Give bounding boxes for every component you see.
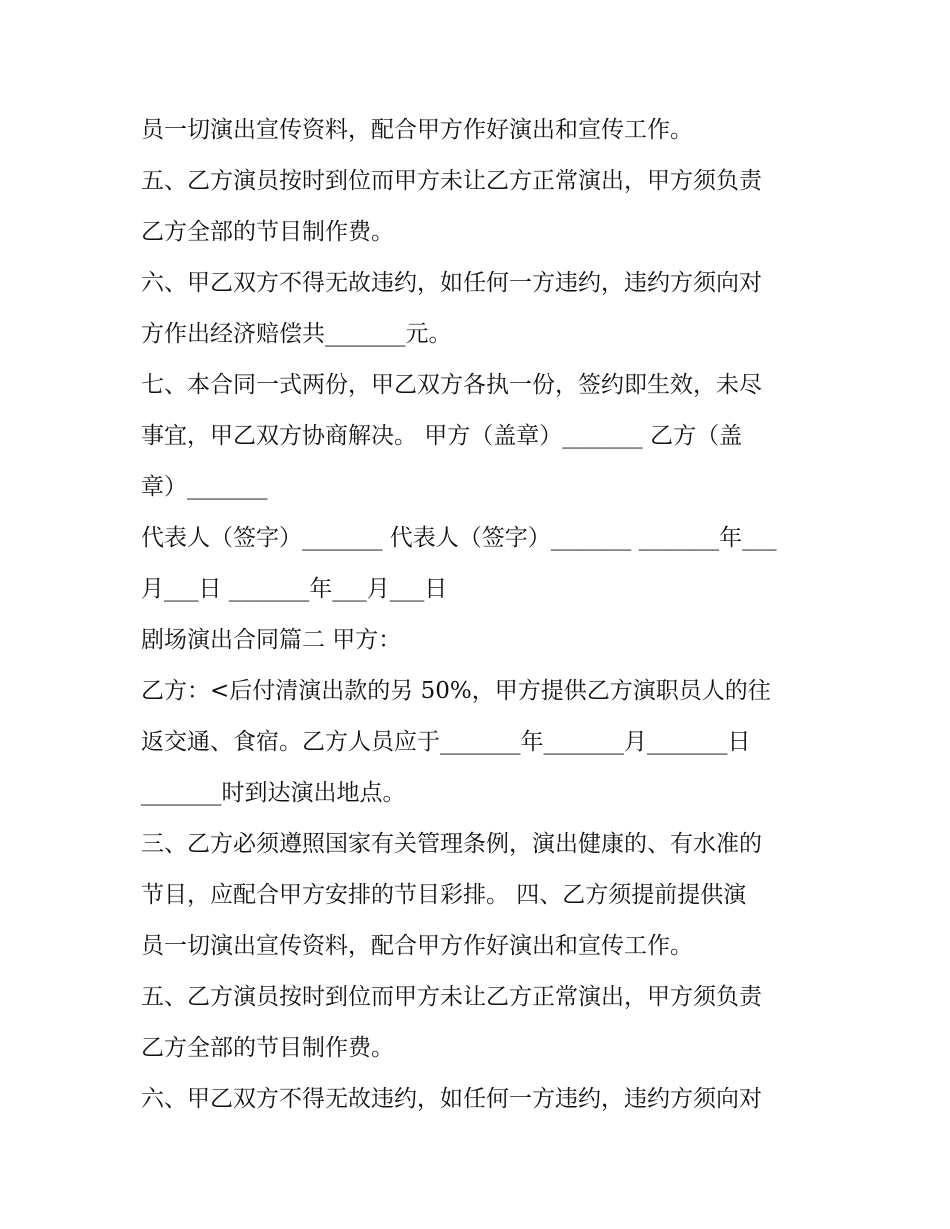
text-line: 返交通、食宿。乙方人员应于_______年_______月_______日 [141,729,751,755]
text-line: 事宜，甲乙双方协商解决。 甲方（盖章）_______ 乙方（盖 [141,423,743,449]
text-line: 方作出经济赔偿共_______元。 [141,321,452,347]
text-line: _______时到达演出地点。 [141,780,406,806]
text-line: 员一切演出宣传资料，配合甲方作好演出和宣传工作。 [141,933,693,959]
text-line: 节目，应配合甲方安排的节目彩排。 四、乙方须提前提供演 [141,882,747,908]
text-line: 五、乙方演员按时到位而甲方未让乙方正常演出，甲方须负责 [141,984,762,1010]
text-line: 六、甲乙双方不得无故违约，如任何一方违约，违约方须向对 [141,1086,762,1112]
text-line: 乙方全部的节目制作费。 [141,1035,394,1061]
text-line: 五、乙方演员按时到位而甲方未让乙方正常演出，甲方须负责 [141,168,762,194]
text-line: 月___日 _______年___月___日 [141,576,448,602]
text-line: 七、本合同一式两份，甲乙双方各执一份，签约即生效，未尽 [141,372,762,398]
section-heading: 剧场演出合同篇二 甲方： [141,627,402,653]
contract-text-body [141,105,813,1125]
text-line: 章）_______ [141,474,268,500]
text-line: 乙方全部的节目制作费。 [141,219,394,245]
text-line: 代表人（签字）_______ 代表人（签字）_______ _______年___ [141,525,777,551]
text-line: 员一切演出宣传资料，配合甲方作好演出和宣传工作。 [141,117,693,143]
text-line: 三、乙方必须遵照国家有关管理条例，演出健康的、有水准的 [141,831,762,857]
text-line: 六、甲乙双方不得无故违约，如任何一方违约，违约方须向对 [141,270,762,296]
text-line: 乙方：<后付清演出款的另 50%，甲方提供乙方演职员人的往 [141,678,771,704]
